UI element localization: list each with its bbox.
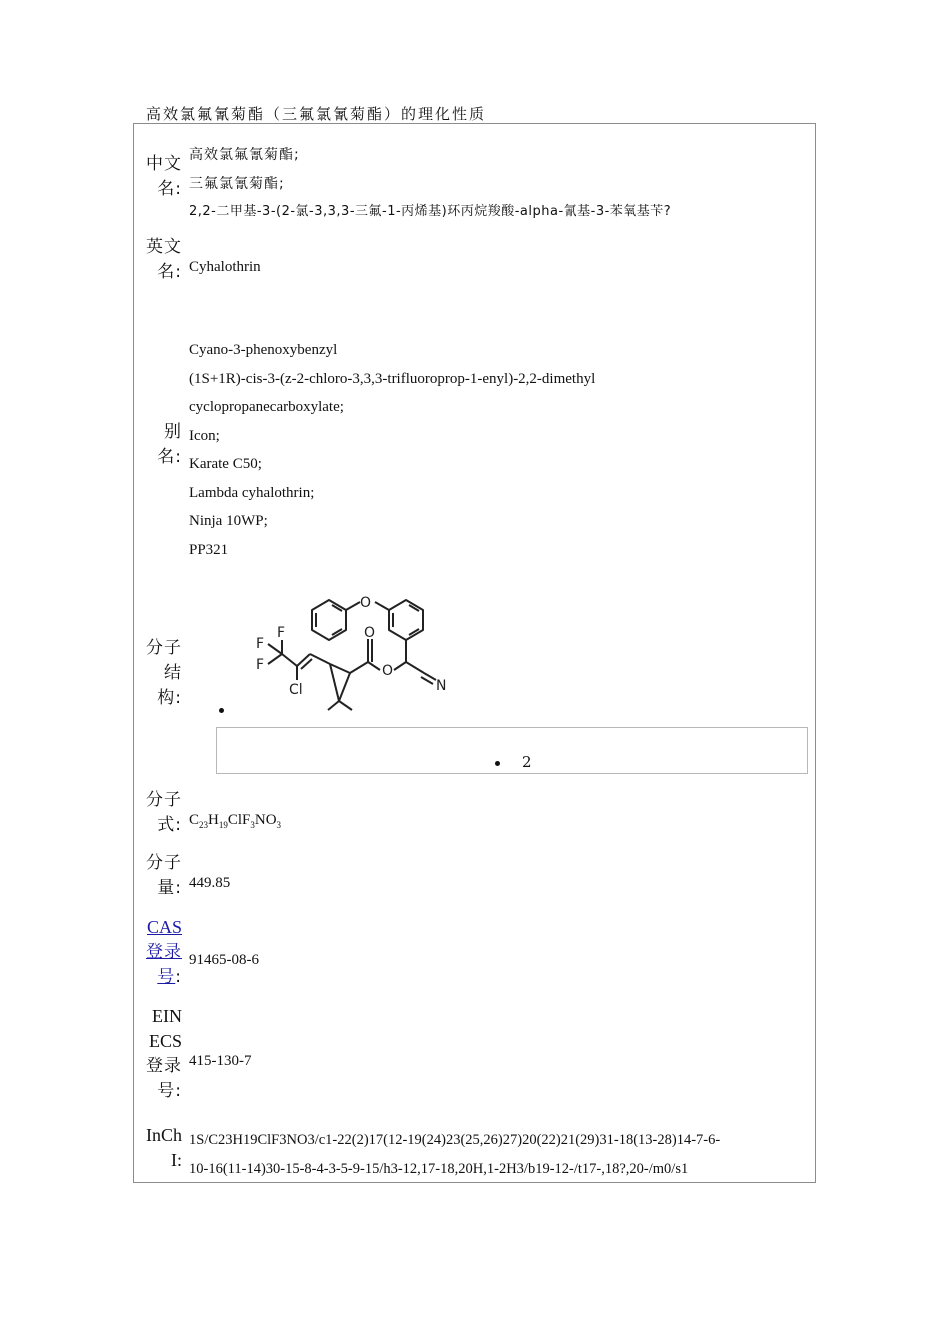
molecular-structure-image — [242, 582, 462, 714]
atom-label: Cl — [289, 682, 303, 698]
formula-subscript: 3 — [276, 820, 282, 830]
value-molecular-weight: 449.85 — [189, 875, 231, 891]
label-colon: : — [175, 967, 182, 987]
label-line: 量: — [157, 878, 182, 898]
bullet — [219, 708, 224, 713]
label-line: 名: — [157, 447, 182, 467]
value-cas: 91465-08-6 — [189, 952, 259, 968]
inchi-line: 1S/C23H19ClF3NO3/c1-22(2)17(12-19(24)23(25,26)27)20(22)21(29)31-18(13-28)14-7-6- — [189, 1132, 721, 1148]
label-line: 中文 — [146, 154, 182, 174]
cas-link-line[interactable]: 号 — [157, 967, 176, 987]
chinese-name-line: 三氟氯氰菊酯; — [189, 175, 285, 192]
label-line: 分子 — [146, 790, 182, 810]
label-line: 结 — [164, 663, 182, 683]
formula-part: C — [189, 812, 200, 828]
properties-table — [133, 123, 816, 1183]
alias-line: Ninja 10WP; — [189, 513, 268, 529]
page-number: 2 — [522, 753, 532, 771]
formula-subscript: 19 — [218, 820, 228, 830]
formula-part: ClF — [227, 812, 251, 828]
label-aliases — [136, 420, 182, 470]
alias-line: cyclopropanecarboxylate; — [189, 399, 344, 415]
alias-line: Cyano-3-phenoxybenzyl — [189, 342, 338, 358]
label-einecs — [136, 1004, 182, 1104]
value-inchi — [189, 1126, 720, 1183]
value-formula — [189, 806, 281, 835]
label-line: 登录 — [146, 1056, 182, 1076]
atom-label: F — [277, 625, 286, 641]
label-line: 别 — [164, 422, 182, 442]
atom-label: O — [364, 625, 376, 641]
alias-line: Icon; — [189, 427, 220, 444]
alias-line: Lambda cyhalothrin; — [189, 484, 315, 501]
value-chinese-name — [189, 141, 671, 227]
label-inchi — [136, 1123, 182, 1173]
inchi-line: 10-16(11-14)30-15-8-4-3-5-9-15/h3-12,17-18,20H,1-2H3/b19-12-/t17-,18?,20-/m0/s1 — [189, 1160, 689, 1177]
atom-label: N — [436, 678, 447, 694]
label-chinese-name — [136, 152, 182, 202]
label-line: 分子 — [146, 853, 182, 873]
label-molecular-weight — [136, 851, 182, 901]
label-line: 式: — [157, 815, 182, 835]
formula-subscript: 23 — [199, 820, 209, 830]
cas-link-line[interactable]: 登录 — [146, 942, 182, 962]
chinese-name-line: 2,2-二甲基-3-(2-氯-3,3,3-三氟-1-丙烯基)环丙烷羧酸-alpha-氰基-3-苯氧基苄? — [189, 204, 672, 219]
atom-label: F — [256, 657, 265, 673]
atom-label: F — [256, 636, 265, 652]
label-line: 号: — [157, 1081, 182, 1101]
atom-label: O — [360, 595, 372, 611]
label-line: 分子 — [146, 638, 182, 658]
label-line: 名: — [157, 179, 182, 199]
label-line: I: — [171, 1150, 182, 1170]
cas-link[interactable]: CAS — [146, 917, 182, 937]
label-formula — [136, 788, 182, 838]
value-aliases — [189, 336, 595, 564]
formula-part: NO — [254, 812, 277, 828]
formula-part: H — [208, 812, 219, 828]
cas-label-line — [136, 965, 182, 990]
label-line: 英文 — [146, 237, 182, 257]
label-line: 名: — [157, 262, 182, 282]
atom-label: O — [382, 663, 394, 679]
chinese-name-line: 高效氯氟氰菊酯; — [189, 147, 300, 163]
value-einecs: 415-130-7 — [189, 1053, 252, 1069]
label-line: ECS — [148, 1031, 182, 1051]
label-structure — [136, 636, 182, 711]
page-title: 高效氯氟氰菊酯（三氟氯氰菊酯）的理化性质 — [146, 105, 487, 123]
label-line: 构: — [157, 688, 182, 708]
alias-line: PP321 — [189, 541, 229, 558]
embedded-frame — [216, 727, 808, 774]
label-line: EIN — [152, 1006, 182, 1026]
bullet — [495, 761, 500, 766]
alias-line: (1S+1R)-cis-3-(z-2-chloro-3,3,3-trifluoroprop-1-enyl)-2,2-dimethyl — [189, 370, 596, 387]
label-english-name — [136, 235, 182, 285]
label-cas — [136, 915, 182, 990]
label-line: InCh — [146, 1125, 182, 1145]
alias-line: Karate C50; — [189, 456, 262, 472]
value-english-name: Cyhalothrin — [189, 259, 261, 275]
formula-subscript: 3 — [250, 820, 255, 830]
